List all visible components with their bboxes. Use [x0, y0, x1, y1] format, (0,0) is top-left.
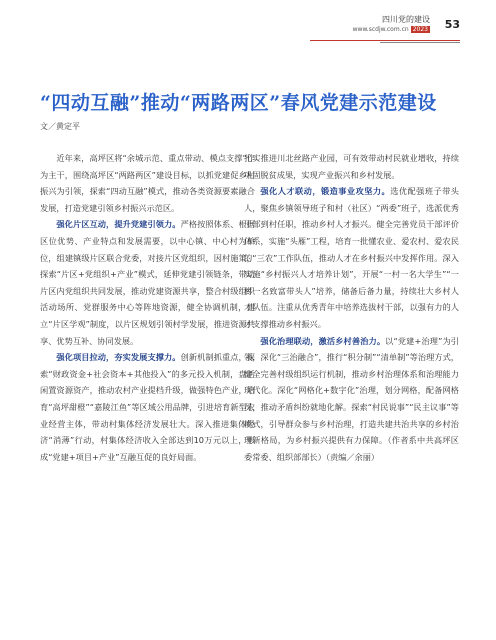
paragraph	[40, 216, 255, 349]
section-heading: 强化项目拉动，夯实发展支撑力。	[56, 352, 181, 363]
paragraph	[244, 183, 459, 332]
paragraph-text: 选优配强班子带头人，聚焦乡镇领导班子和村（社区）“两委”班子，选派优秀干部到村任职，推动乡村人才振兴。健全完善党员干部评价体系，实施“头雁”工程，培育一批懂农业、爱农村、爱农民的“三农”工作队伍，推动人才在乡村振兴中发挥作用。深入实施“乡村振兴人才培养计划”，开展“一村一名大学生”“一村一名致富带头人”培养，储备后备力量，持续壮大乡村人才队伍。注重从优秀青年中培养选拔村干部，以强有力的人才支撑推动乡村振兴。	[244, 186, 459, 329]
paragraph-text: 以“党建+治理”为引领，深化“三治融合”，推行“积分制”“清单制”等治理方式，健全完善村级组织运行机制，推动乡村治理体系和治理能力现代化。深化“网格化+数字化”治理，划分网格，配备网格员，推动矛盾纠纷就地化解。探索“村民说事”“民主议事”等模式，引导群众参与乡村治理，打造共建共治共享的乡村治理新格局，为乡村振兴提供有力保障。（作者系中共高坪区委常委、组织部部长）（责编／余丽）	[244, 335, 459, 462]
paragraph-text: 严格按照体系、根据区位优势、产业特点和发展需要，以中心镇、中心村为单位，组建镇级片区联合党委，对接片区党组织，因村施策，探索“片区+党组织+产业”模式，延伸党建引领链条，带动片区内党组织共同发展，推动党建资源共享，整合村级组织活动场所、党群服务中心等阵地资源，健全协调机制，建立“片区学观”制度，以片区规划引领村学发展，推进资源共享、优势互补、协同发展。	[40, 219, 255, 346]
page-header	[310, 14, 460, 50]
paragraph-text: 扎实推进川北丝路产业园，可有效带动村民就业增收，持续巩固脱贫成果，实现产业振兴和乡村发展。	[244, 153, 459, 180]
article-title: “四动互融”推动“两路两区”春风党建示范建设	[40, 92, 437, 114]
header-rule-thin	[380, 42, 460, 43]
paragraph-text: 创新机制抓重点，探索“财政资金+社会资本+其他投入”的多元投入机制，盘活闲置资源资产，推动农村产业提档升级，做强特色产业，培育“高坪甜橙”“嘉陵江鱼”等区域公用品牌，引进培育新型农业经营主体，带动村集体经济发展壮大。深入推进集体经济“消薄”行动，村集体经济收入全部达到10万元以上，形成“党建+项目+产业”互融互促的良好局面。	[40, 352, 255, 462]
header-rule	[310, 40, 460, 41]
right-column	[244, 150, 459, 465]
paragraph	[244, 333, 459, 466]
paragraph	[244, 150, 459, 183]
section-heading: 强化片区互动，提升党建引领力。	[56, 219, 181, 230]
left-column	[40, 150, 255, 465]
section-heading: 强化治理联动，激活乡村善治力。	[260, 335, 386, 346]
page-number: 53	[444, 18, 460, 31]
magazine-url	[353, 26, 430, 33]
magazine-name: 四川党的建设	[382, 15, 430, 24]
article-byline: 文／黄定平	[40, 122, 80, 131]
section-heading: 强化人才联动，锻造事业攻坚力。	[260, 186, 391, 197]
url-text: www.scdjw.com.cn	[352, 26, 409, 33]
year-badge: 2023	[412, 26, 428, 33]
paragraph-text: 近年来，高坪区将“余城示范、重点带动、模点支撑”作为主干，围绕高坪区“两路两区”建设目标，以抓党建促乡村振兴为引领，探索“四动互融”模式，推动各类资源要素融合发展，打造党建引领乡村振兴示范区。	[40, 153, 255, 213]
paragraph	[40, 150, 255, 216]
paragraph	[40, 349, 255, 465]
